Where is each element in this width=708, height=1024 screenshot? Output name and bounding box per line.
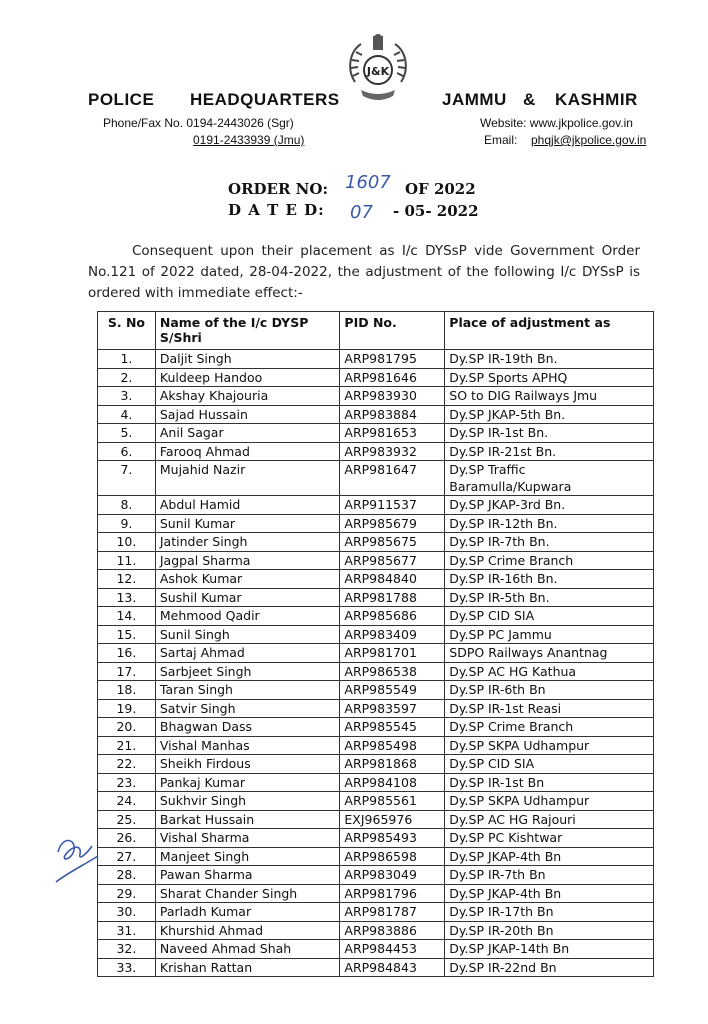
cell-place: Dy.SP IR-1st Reasi (445, 699, 654, 718)
cell-place: Dy.SP IR-7th Bn. (445, 533, 654, 552)
cell-pid: ARP981788 (340, 588, 445, 607)
cell-sno: 7. (98, 461, 156, 496)
cell-sno: 2. (98, 368, 156, 387)
cell-place: Dy.SP JKAP-3rd Bn. (445, 496, 654, 515)
table-row (98, 829, 654, 848)
cell-pid: ARP984843 (340, 958, 445, 977)
phone-line-2: 0191-2433939 (Jmu) (193, 133, 305, 147)
order-no-suffix: OF 2022 (405, 180, 476, 198)
table-row (98, 461, 654, 496)
table-row (98, 442, 654, 461)
table-row (98, 350, 654, 369)
cell-place: Dy.SP Crime Branch (445, 551, 654, 570)
cell-name: Sajad Hussain (155, 405, 340, 424)
cell-place: Dy.SP JKAP-5th Bn. (445, 405, 654, 424)
cell-name: Akshay Khajouria (155, 387, 340, 406)
cell-name: Khurshid Ahmad (155, 921, 340, 940)
table-row (98, 387, 654, 406)
table-row (98, 405, 654, 424)
header-headquarters: HEADQUARTERS (190, 90, 340, 109)
cell-name: Ashok Kumar (155, 570, 340, 589)
cell-pid: ARP985686 (340, 607, 445, 626)
cell-pid: ARP981653 (340, 424, 445, 443)
table-row (98, 570, 654, 589)
cell-place: Dy.SP JKAP-4th Bn (445, 884, 654, 903)
cell-name: Sheikh Firdous (155, 755, 340, 774)
cell-sno: 1. (98, 350, 156, 369)
table-header-row (98, 312, 654, 350)
cell-sno: 8. (98, 496, 156, 515)
cell-name: Taran Singh (155, 681, 340, 700)
table-row (98, 884, 654, 903)
cell-pid: ARP981795 (340, 350, 445, 369)
cell-pid: ARP981868 (340, 755, 445, 774)
order-no-label: ORDER NO: (228, 180, 328, 198)
cell-sno: 28. (98, 866, 156, 885)
cell-pid: ARP983597 (340, 699, 445, 718)
order-no-value: 1607 (345, 172, 391, 193)
table-row (98, 718, 654, 737)
cell-place: Dy.SP IR-16th Bn. (445, 570, 654, 589)
cell-pid: ARP985561 (340, 792, 445, 811)
cell-sno: 4. (98, 405, 156, 424)
adjustment-table (97, 311, 654, 977)
cell-sno: 13. (98, 588, 156, 607)
dated-suffix: - 05- 2022 (393, 202, 479, 220)
header-place: Place of adjustment as (445, 312, 654, 350)
cell-pid: ARP986598 (340, 847, 445, 866)
cell-name: Farooq Ahmad (155, 442, 340, 461)
cell-pid: EXJ965976 (340, 810, 445, 829)
cell-place: Dy.SP AC HG Rajouri (445, 810, 654, 829)
cell-place: Dy.SP SKPA Udhampur (445, 792, 654, 811)
cell-name: Anil Sagar (155, 424, 340, 443)
cell-place: Dy.SP PC Kishtwar (445, 829, 654, 848)
header-sno: S. No (98, 312, 156, 350)
table-row (98, 533, 654, 552)
cell-name: Jagpal Sharma (155, 551, 340, 570)
table-row (98, 773, 654, 792)
cell-place: Dy.SP IR-19th Bn. (445, 350, 654, 369)
cell-place: Dy.SP AC HG Kathua (445, 662, 654, 681)
cell-pid: ARP911537 (340, 496, 445, 515)
table-row (98, 681, 654, 700)
cell-pid: ARP981647 (340, 461, 445, 496)
cell-pid: ARP986538 (340, 662, 445, 681)
cell-pid: ARP981646 (340, 368, 445, 387)
table-row (98, 625, 654, 644)
table-row (98, 792, 654, 811)
table-row (98, 847, 654, 866)
cell-sno: 22. (98, 755, 156, 774)
cell-name: Abdul Hamid (155, 496, 340, 515)
phone-line-1: Phone/Fax No. 0194-2443026 (Sgr) (103, 116, 294, 130)
table-row (98, 940, 654, 959)
cell-place: Dy.SP IR-21st Bn. (445, 442, 654, 461)
email-label: Email: (484, 133, 518, 147)
cell-name: Bhagwan Dass (155, 718, 340, 737)
cell-pid: ARP983886 (340, 921, 445, 940)
cell-place: Dy.SP IR-20th Bn (445, 921, 654, 940)
website: Website: www.jkpolice.gov.in (480, 116, 633, 130)
cell-place: SDPO Railways Anantnag (445, 644, 654, 663)
cell-name: Sushil Kumar (155, 588, 340, 607)
cell-sno: 20. (98, 718, 156, 737)
cell-place: Dy.SP CID SIA (445, 607, 654, 626)
cell-name: Krishan Rattan (155, 958, 340, 977)
cell-name: Barkat Hussain (155, 810, 340, 829)
cell-name: Sukhvir Singh (155, 792, 340, 811)
cell-sno: 23. (98, 773, 156, 792)
table-row (98, 496, 654, 515)
header-kashmir: KASHMIR (555, 90, 638, 109)
cell-place: Dy.SP IR-17th Bn (445, 903, 654, 922)
cell-place: Dy.SP JKAP-14th Bn (445, 940, 654, 959)
cell-name: Sarbjeet Singh (155, 662, 340, 681)
cell-pid: ARP983409 (340, 625, 445, 644)
cell-place: Dy.SP CID SIA (445, 755, 654, 774)
cell-pid: ARP983930 (340, 387, 445, 406)
cell-pid: ARP985545 (340, 718, 445, 737)
cell-pid: ARP981787 (340, 903, 445, 922)
cell-sno: 29. (98, 884, 156, 903)
email: phqjk@jkpolice.gov.in (531, 133, 647, 147)
cell-sno: 12. (98, 570, 156, 589)
cell-sno: 32. (98, 940, 156, 959)
cell-pid: ARP983049 (340, 866, 445, 885)
cell-sno: 16. (98, 644, 156, 663)
cell-name: Manjeet Singh (155, 847, 340, 866)
cell-sno: 9. (98, 514, 156, 533)
cell-place: Dy.SP PC Jammu (445, 625, 654, 644)
cell-name: Mehmood Qadir (155, 607, 340, 626)
cell-sno: 14. (98, 607, 156, 626)
table-row (98, 644, 654, 663)
cell-sno: 10. (98, 533, 156, 552)
table-row (98, 514, 654, 533)
cell-sno: 6. (98, 442, 156, 461)
cell-sno: 3. (98, 387, 156, 406)
dated-day: 07 (350, 202, 373, 223)
jk-police-emblem (343, 32, 413, 106)
cell-sno: 17. (98, 662, 156, 681)
cell-name: Pankaj Kumar (155, 773, 340, 792)
cell-name: Naveed Ahmad Shah (155, 940, 340, 959)
cell-pid: ARP985679 (340, 514, 445, 533)
cell-place: Dy.SP Crime Branch (445, 718, 654, 737)
cell-sno: 26. (98, 829, 156, 848)
emblem-icon (343, 32, 413, 106)
table-row (98, 368, 654, 387)
cell-name: Mujahid Nazir (155, 461, 340, 496)
cell-name: Vishal Manhas (155, 736, 340, 755)
cell-name: Daljit Singh (155, 350, 340, 369)
table-row (98, 424, 654, 443)
cell-pid: ARP983884 (340, 405, 445, 424)
emblem-text: J&K (366, 65, 390, 78)
cell-place: Dy.SP IR-12th Bn. (445, 514, 654, 533)
table-row (98, 810, 654, 829)
cell-place: Dy.SP IR-1st Bn (445, 773, 654, 792)
header-pid: PID No. (340, 312, 445, 350)
handwritten-initials (52, 832, 102, 892)
cell-pid: ARP985549 (340, 681, 445, 700)
table-row (98, 551, 654, 570)
cell-name: Satvir Singh (155, 699, 340, 718)
cell-place: Dy.SP Sports APHQ (445, 368, 654, 387)
header-ampersand: & (523, 90, 536, 109)
table-row (98, 699, 654, 718)
cell-pid: ARP984108 (340, 773, 445, 792)
header-police: POLICE (88, 90, 155, 109)
cell-place: Dy.SP SKPA Udhampur (445, 736, 654, 755)
cell-place: Dy.SP IR-1st Bn. (445, 424, 654, 443)
cell-pid: ARP985498 (340, 736, 445, 755)
cell-pid: ARP981796 (340, 884, 445, 903)
cell-name: Sartaj Ahmad (155, 644, 340, 663)
table-row (98, 662, 654, 681)
cell-sno: 21. (98, 736, 156, 755)
table-row (98, 736, 654, 755)
cell-pid: ARP985677 (340, 551, 445, 570)
cell-sno: 19. (98, 699, 156, 718)
cell-sno: 15. (98, 625, 156, 644)
cell-place: Dy.SP IR-7th Bn (445, 866, 654, 885)
cell-sno: 24. (98, 792, 156, 811)
cell-place: SO to DIG Railways Jmu (445, 387, 654, 406)
table-row (98, 755, 654, 774)
header-name: Name of the I/c DYSP S/Shri (155, 312, 340, 350)
cell-sno: 5. (98, 424, 156, 443)
cell-pid: ARP985675 (340, 533, 445, 552)
cell-sno: 18. (98, 681, 156, 700)
cell-name: Sunil Singh (155, 625, 340, 644)
cell-name: Pawan Sharma (155, 866, 340, 885)
cell-name: Jatinder Singh (155, 533, 340, 552)
cell-sno: 30. (98, 903, 156, 922)
dated-label: D A T E D: (228, 201, 325, 219)
cell-sno: 25. (98, 810, 156, 829)
cell-sno: 31. (98, 921, 156, 940)
table-row (98, 958, 654, 977)
header-jammu: JAMMU (442, 90, 507, 109)
table-row (98, 903, 654, 922)
cell-pid: ARP984840 (340, 570, 445, 589)
cell-place: Dy.SP IR-22nd Bn (445, 958, 654, 977)
cell-pid: ARP983932 (340, 442, 445, 461)
cell-place: Dy.SP JKAP-4th Bn (445, 847, 654, 866)
cell-name: Sunil Kumar (155, 514, 340, 533)
cell-name: Kuldeep Handoo (155, 368, 340, 387)
cell-sno: 11. (98, 551, 156, 570)
table-row (98, 607, 654, 626)
cell-pid: ARP985493 (340, 829, 445, 848)
cell-place: Dy.SP IR-5th Bn. (445, 588, 654, 607)
table-row (98, 588, 654, 607)
cell-place: Dy.SP IR-6th Bn (445, 681, 654, 700)
table-row (98, 921, 654, 940)
cell-sno: 33. (98, 958, 156, 977)
cell-name: Vishal Sharma (155, 829, 340, 848)
table-row (98, 866, 654, 885)
cell-pid: ARP981701 (340, 644, 445, 663)
cell-pid: ARP984453 (340, 940, 445, 959)
cell-sno: 27. (98, 847, 156, 866)
order-body-text: Consequent upon their placement as I/c DYSsP vide Government Order No.121 of 2022 dated, 28-04-2022, the adjustment of the following I/c DYSsP is ordered with immediate effect:- (88, 243, 640, 301)
cell-place: Dy.SP Traffic Baramulla/Kupwara (445, 461, 654, 496)
cell-name: Parladh Kumar (155, 903, 340, 922)
cell-name: Sharat Chander Singh (155, 884, 340, 903)
